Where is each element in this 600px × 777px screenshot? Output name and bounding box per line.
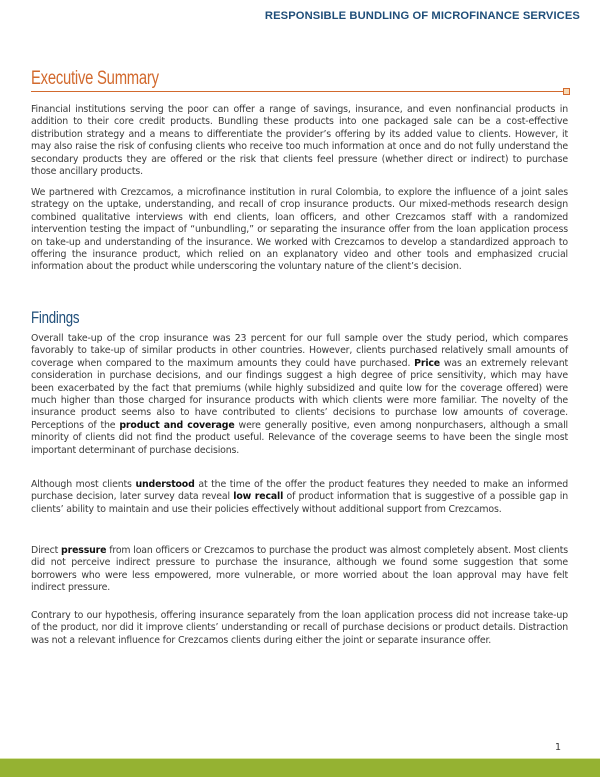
text: Although most clients xyxy=(31,479,136,490)
text: at the time of the offer the product features they needed to make an informed purchase decision, later survey data reveal xyxy=(31,479,568,503)
executive-summary-heading: Executive Summary xyxy=(31,68,159,89)
text: Direct xyxy=(31,545,62,556)
page-number: 1 xyxy=(555,742,562,753)
executive-summary-paragraph-2: We partnered with Crezcamos, a microfinance institution in rural Colombia, to explore the influence of a joint sales strategy on the uptake, understanding, and recall of crop insurance products. Our mixed-methods research design combined qualitative interviews with end clients, loan officers, and other Crezcamos staff with a randomized intervention testing the impact of “unbundling,” or separating the insurance offer from the loan application process on take-up and understanding of the insurance. We worked with Crezcamos to develop a standardized approach to offering the insurance product, which relied on an explanatory video and other tools and emphasized crucial information about the product while underscoring the voluntary nature of the client’s decision. xyxy=(31,187,568,273)
text: was an extremely relevant consideration in purchase decisions, and our findings suggest a high degree of price sensitivity, which may have been exacerbated by the fact that premiums (while highly subsidized and quite low for the coverage offered) were much higher than those charged for insurance products with which clients were more familiar. The novelty of the insurance product seems also to have contributed to clients’ decisions to purchase low amounts of coverage. Perceptions of the xyxy=(31,357,569,431)
divider-end-square-icon xyxy=(563,88,570,95)
heading-divider-line xyxy=(31,91,566,92)
executive-summary-paragraph-1: Financial institutions serving the poor can offer a range of savings, insurance, and even nonfinancial products in addition to their core credit products. Bundling these products into one packaged sale can be a cost-effective distribution strategy and a means to differentiate the provider’s offering by its added value to clients. However, it may also raise the risk of confusing clients who receive too much information at once and do not fully understand the secondary products they are offered or the risk that clients feel pressure (whether direct or indirect) to purchase those ancillary products. xyxy=(31,104,568,178)
emphasis-pressure: pressure xyxy=(61,545,107,556)
findings-paragraph-3 xyxy=(31,545,568,595)
emphasis-understood: understood xyxy=(135,479,195,490)
text: from loan officers or Crezcamos to purchase the product was almost completely absent. Most clients did not perceive indirect pressure to purchase the insurance, although we found some suggestion that some borrowers who were less empowered, more vulnerable, or more worried about the loan approval may have felt indirect pressure. xyxy=(31,545,569,594)
emphasis-price: Price xyxy=(414,357,441,369)
findings-paragraph-4: Contrary to our hypothesis, offering insurance separately from the loan application process did not increase take-up of the product, nor did it improve clients’ understanding or recall of purchase decisions or product details. Distraction was not a relevant influence for Crezcamos clients during either the joint or separate insurance offer. xyxy=(31,610,568,646)
text: were generally positive, even among nonpurchasers, although a small minority of clients did not find the product useful. Relevance of the coverage seems to have been the single most important determinant of purchase decisions. xyxy=(31,419,568,456)
emphasis-product-coverage: product and coverage xyxy=(119,419,235,431)
findings-paragraph-2 xyxy=(31,479,568,516)
emphasis-low-recall: low recall xyxy=(233,491,284,503)
findings-paragraph-1 xyxy=(31,333,568,457)
findings-heading: Findings xyxy=(31,308,80,327)
text: of product information that is suggestive of a possible gap in clients’ ability to maintain and use their policies effectively without additional support from Crezcamos. xyxy=(31,491,568,515)
footer-color-bar xyxy=(0,758,600,777)
text: Overall take-up of the crop insurance was 23 percent for our full sample over the study period, which compares favorably to take-up of similar products in other countries. However, clients purchased relatively small amounts of coverage when compared to the maximum amounts they could have purchased. xyxy=(31,333,568,369)
running-header-title: RESPONSIBLE BUNDLING OF MICROFINANCE SERVICES xyxy=(264,10,580,22)
